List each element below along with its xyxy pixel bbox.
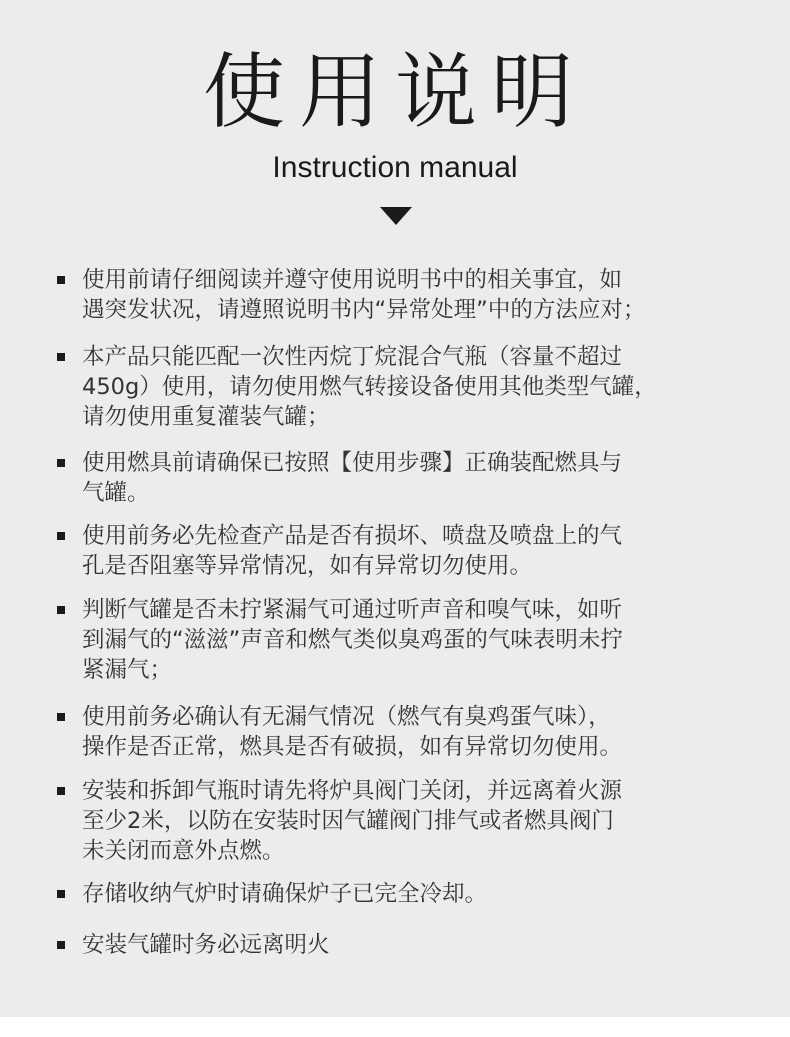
instruction-line: 使用燃具前请确保已按照【使用步骤】正确装配燃具与 [82,450,623,476]
instruction-item [82,702,742,762]
instruction-item [82,930,742,960]
instruction-line: 至少2米，以防在安装时因气罐阀门排气或者燃具阀门 [82,808,614,834]
square-bullet-icon [57,276,65,284]
instruction-item [82,879,742,909]
square-bullet-icon [57,787,65,795]
page-subtitle: Instruction manual [272,151,518,184]
down-triangle-icon [380,207,412,225]
instruction-line: 判断气罐是否未拧紧漏气可通过听声音和嗅气味，如听 [82,597,623,623]
square-bullet-icon [57,941,65,949]
square-bullet-icon [57,532,65,540]
instruction-line: 本产品只能匹配一次性丙烷丁烷混合气瓶（容量不超过 [82,344,623,370]
instruction-item [82,448,742,508]
page-title: 使用说明 [202,45,587,140]
instruction-item [82,265,742,325]
instruction-line: 到漏气的“滋滋”声音和燃气类似臭鸡蛋的气味表明未拧 [82,627,623,653]
instruction-line: 存储收纳气炉时请确保炉子已完全冷却。 [82,881,488,907]
instruction-item [82,595,742,685]
instruction-item [82,521,742,581]
instruction-line: 气罐。 [82,480,150,506]
square-bullet-icon [57,713,65,721]
instruction-line: 请勿使用重复灌装气罐； [82,404,330,430]
instruction-line: 孔是否阻塞等异常情况，如有异常切勿使用。 [82,553,533,579]
instruction-line: 使用前请仔细阅读并遵守使用说明书中的相关事宜，如 [82,267,623,293]
instruction-line: 使用前务必先检查产品是否有损坏、喷盘及喷盘上的气 [82,523,623,549]
square-bullet-icon [57,606,65,614]
instruction-line: 遇突发状况，请遵照说明书内“异常处理”中的方法应对； [82,297,646,323]
square-bullet-icon [57,353,65,361]
instruction-line: 安装气罐时务必远离明火 [82,932,330,958]
instruction-line: 未关闭而意外点燃。 [82,838,285,864]
instruction-line: 紧漏气； [82,657,173,683]
instruction-line: 操作是否正常，燃具是否有破损，如有异常切勿使用。 [82,734,623,760]
instruction-line: 安装和拆卸气瓶时请先将炉具阀门关闭，并远离着火源 [82,778,623,804]
instruction-line: 450g）使用，请勿使用燃气转接设备使用其他类型气罐， [82,374,657,400]
square-bullet-icon [57,890,65,898]
square-bullet-icon [57,459,65,467]
instruction-item [82,342,742,432]
instruction-line: 使用前务必确认有无漏气情况（燃气有臭鸡蛋气味）， [82,704,611,730]
instruction-item [82,776,742,866]
